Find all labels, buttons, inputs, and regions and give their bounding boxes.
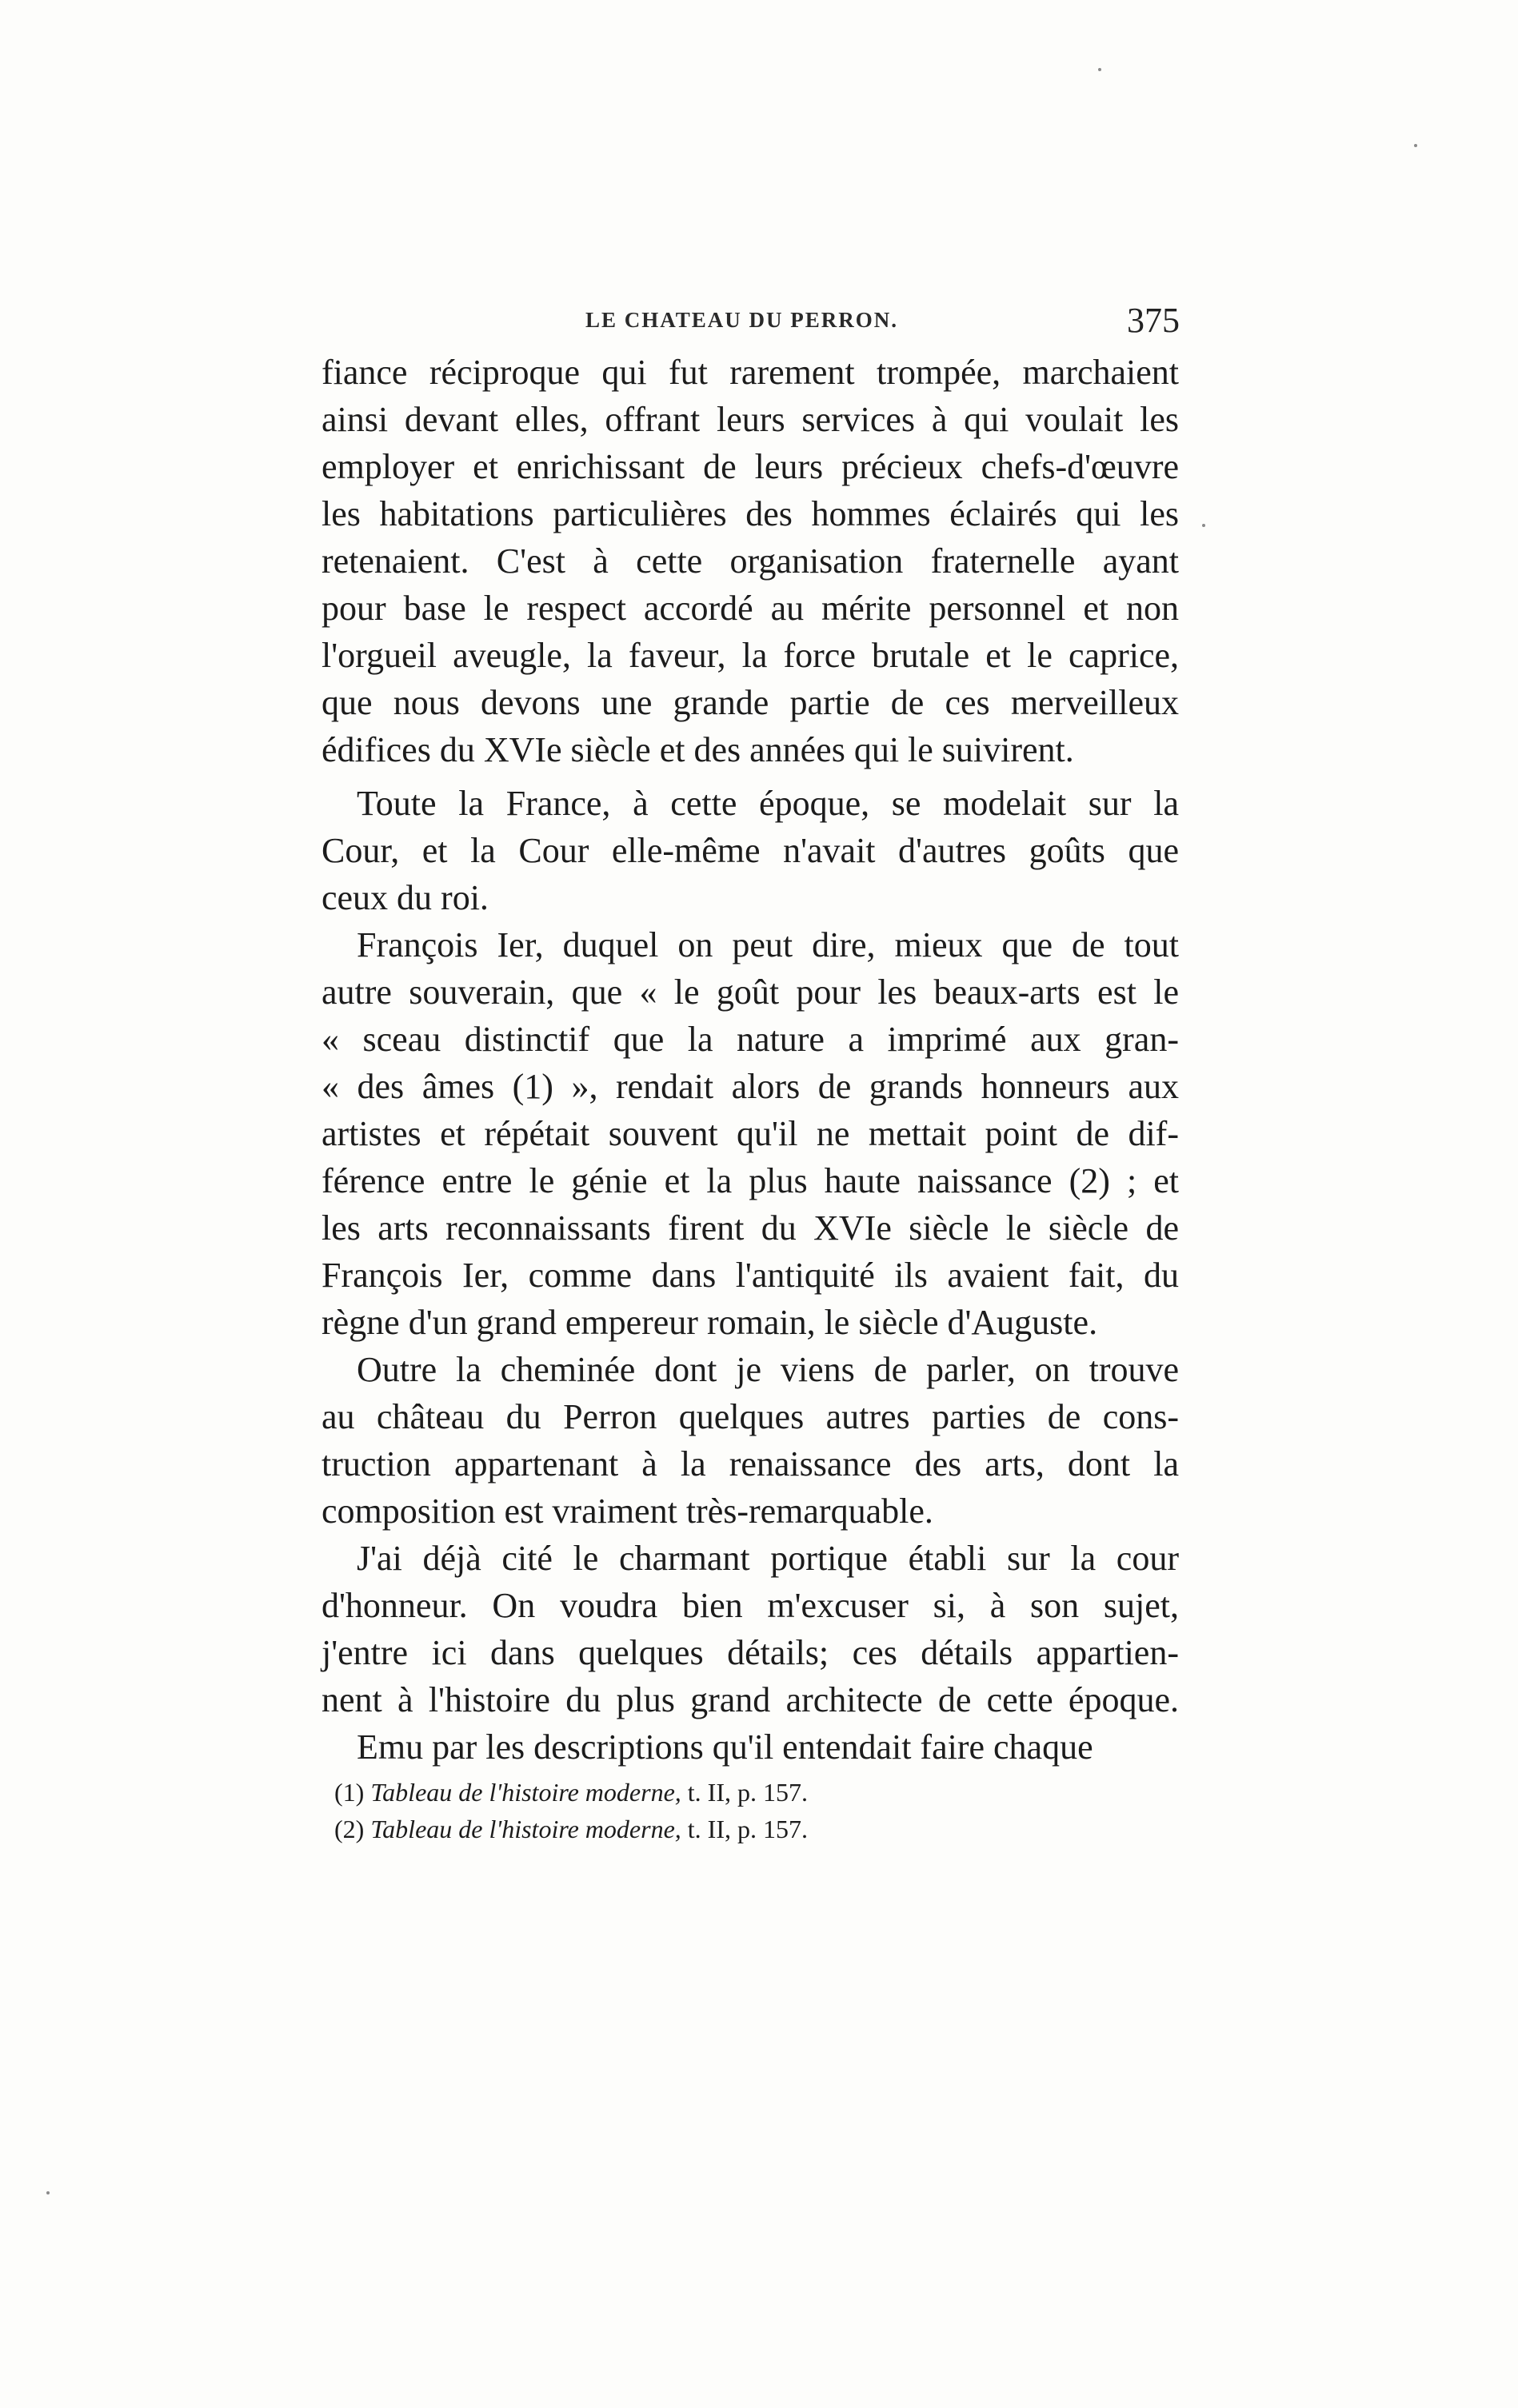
page-number: 375 [1127, 301, 1180, 340]
paper-speck [46, 2191, 50, 2194]
footnotes [334, 1774, 1054, 1847]
text-line: au château du Perron quelques autres parties de cons- [322, 1397, 1179, 1436]
text-line: « des âmes (1) », rendait alors de grands honneurs aux [322, 1067, 1179, 1106]
paper-speck [1098, 68, 1101, 71]
text-line: fiance réciproque qui fut rarement trompée, marchaient [322, 353, 1179, 392]
text-line: ainsi devant elles, offrant leurs services à qui voulait les [322, 400, 1179, 439]
running-title: LE CHATEAU DU PERRON. [585, 308, 899, 332]
text-line: l'orgueil aveugle, la faveur, la force brutale et le caprice, [322, 636, 1179, 675]
text-line: que nous devons une grande partie de ces merveilleux [322, 683, 1179, 722]
footnote [334, 1811, 1054, 1847]
paragraph-start-line: J'ai déjà cité le charmant portique établi sur la cour [357, 1539, 1179, 1578]
footnote-title: Tableau de l'histoire moderne, [370, 1815, 681, 1843]
text-line: truction appartenant à la renaissance des arts, dont la [322, 1444, 1179, 1484]
text-line: d'honneur. On voudra bien m'excuser si, à son sujet, [322, 1586, 1179, 1625]
text-line: nent à l'histoire du plus grand architecte de cette époque. [322, 1680, 1179, 1719]
text-line: autre souverain, que « le goût pour les beaux-arts est le [322, 972, 1179, 1012]
footnote-number: (1) [334, 1778, 365, 1807]
text-line: retenaient. C'est à cette organisation fraternelle ayant [322, 541, 1179, 581]
text-line: employer et enrichissant de leurs précieux chefs-d'œuvre [322, 447, 1179, 486]
text-line: Cour, et la Cour elle-même n'avait d'autres goûts que [322, 831, 1179, 870]
paragraph-start-line: Outre la cheminée dont je viens de parler, on trouve [357, 1350, 1179, 1389]
text-line: les habitations particulières des hommes éclairés qui les [322, 494, 1179, 533]
text-line: artistes et répétait souvent qu'il ne mettait point de dif- [322, 1114, 1179, 1153]
footnote-reference: t. II, p. 157. [687, 1815, 808, 1843]
page-header [308, 300, 1180, 348]
text-line: règne d'un grand empereur romain, le siècle d'Auguste. [322, 1303, 1098, 1342]
body-text [322, 349, 1179, 1771]
text-line: les arts reconnaissants firent du XVIe siècle le siècle de [322, 1208, 1179, 1248]
text-line: férence entre le génie et la plus haute naissance (2) ; et [322, 1161, 1179, 1200]
footnote-number: (2) [334, 1815, 365, 1843]
footnote-reference: t. II, p. 157. [687, 1778, 808, 1807]
text-line: pour base le respect accordé au mérite personnel et non [322, 589, 1179, 628]
paragraph-start-line: Emu par les descriptions qu'il entendait faire chaque [357, 1727, 1093, 1767]
paper-speck [1202, 524, 1205, 527]
text-line: édifices du XVIe siècle et des années qui le suivirent. [322, 730, 1074, 769]
text-line: François Ier, comme dans l'antiquité ils avaient fait, du [322, 1256, 1179, 1295]
paragraph-start-line: François Ier, duquel on peut dire, mieux que de tout [357, 925, 1179, 964]
footnote-title: Tableau de l'histoire moderne, [370, 1778, 681, 1807]
text-line: composition est vraiment très-remarquable. [322, 1492, 933, 1531]
paragraph-start-line: Toute la France, à cette époque, se modelait sur la [357, 784, 1179, 823]
text-line: j'entre ici dans quelques détails; ces détails appartien- [322, 1633, 1179, 1672]
paper-speck [1414, 144, 1417, 147]
text-line: « sceau distinctif que la nature a imprimé aux gran- [322, 1020, 1179, 1059]
text-line: ceux du roi. [322, 878, 489, 917]
footnote [334, 1774, 1054, 1811]
